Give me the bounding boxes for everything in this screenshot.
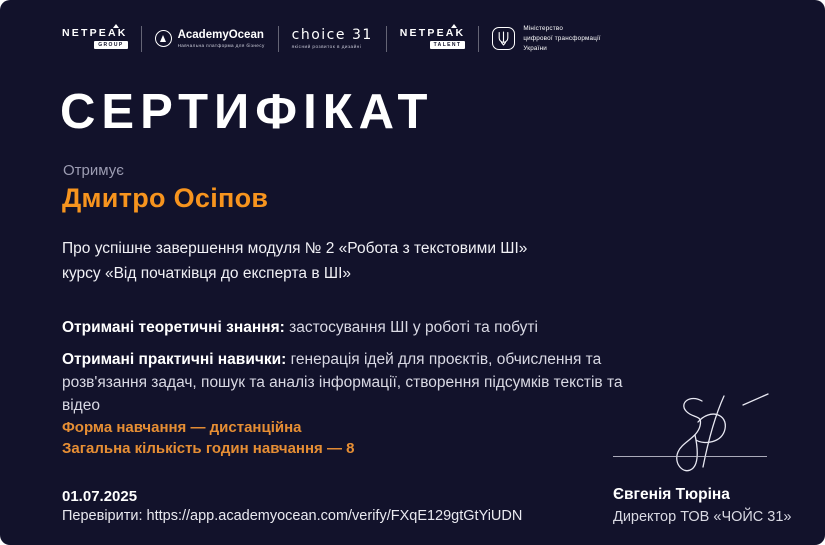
logo-divider bbox=[478, 26, 479, 52]
netpeak-talent-wordmark: NETPEAK bbox=[399, 27, 466, 40]
academyocean-wordmark: AcademyOcean bbox=[177, 29, 264, 42]
practical-skills bbox=[62, 348, 654, 417]
logo-ministry bbox=[492, 24, 600, 53]
logo-divider bbox=[141, 26, 142, 52]
certificate-title: СЕРТИФІКАТ bbox=[60, 85, 434, 139]
practical-skills-text: генерація ідей для проєктів, обчислення та розв'язання задач, пошук та аналіз інформації, створення підсумків текстів та відео bbox=[62, 351, 623, 414]
verify-label: Перевірити: bbox=[62, 508, 147, 524]
triangle-peak-icon bbox=[113, 24, 119, 28]
verify-url-link[interactable]: https://app.academyocean.com/verify/FXqE129gtGtYiUDN bbox=[146, 508, 523, 524]
recipient-name: Дмитро Осіпов bbox=[62, 183, 269, 213]
theoretical-knowledge-label: Отримані теоретичні знання: bbox=[62, 319, 285, 336]
header-logo-strip bbox=[62, 24, 601, 53]
course-description-line1: Про успішне завершення модуля № 2 «Робота з текстовими ШІ» bbox=[62, 240, 528, 257]
logo-netpeak-talent bbox=[400, 28, 466, 49]
theoretical-knowledge bbox=[62, 316, 662, 339]
issue-date: 01.07.2025 bbox=[62, 488, 138, 505]
trident-icon bbox=[492, 27, 515, 50]
education-hours: Загальна кількість годин навчання — 8 bbox=[62, 440, 355, 457]
choice31-tagline: якісний розвиток в дизайні bbox=[291, 44, 362, 50]
course-description bbox=[62, 236, 527, 286]
recipient-label: Отримує bbox=[63, 162, 124, 179]
verify-line bbox=[62, 508, 522, 524]
triangle-peak-icon bbox=[451, 24, 457, 28]
logo-divider bbox=[278, 26, 279, 52]
netpeak-group-badge: GROUP bbox=[94, 41, 127, 49]
choice31-wordmark: choice 31 bbox=[291, 27, 373, 44]
netpeak-group-wordmark: NETPEAK bbox=[62, 27, 128, 40]
academyocean-tagline: Навчальна платформа для бізнесу bbox=[177, 42, 265, 48]
theoretical-knowledge-text: застосування ШІ у роботі та побуті bbox=[284, 319, 538, 336]
signature-line bbox=[613, 456, 767, 457]
logo-netpeak-group bbox=[62, 28, 128, 49]
sail-circle-icon bbox=[155, 30, 172, 47]
practical-skills-label: Отримані практичні навички: bbox=[62, 351, 287, 368]
signer-name: Євгенія Тюріна bbox=[613, 486, 730, 503]
handwritten-signature-icon bbox=[640, 391, 775, 483]
logo-choice31 bbox=[292, 28, 373, 49]
netpeak-talent-badge: TALENT bbox=[430, 41, 466, 49]
education-form: Форма навчання — дистанційна bbox=[62, 419, 302, 436]
course-description-line2: курсу «Від початківця до експерта в ШІ» bbox=[62, 265, 351, 282]
logo-academyocean bbox=[155, 29, 265, 48]
logo-divider bbox=[386, 26, 387, 52]
ministry-label: Міністерство цифрової трансформації України bbox=[523, 25, 601, 52]
signer-title: Директор ТОВ «ЧОЙС 31» bbox=[613, 509, 792, 525]
